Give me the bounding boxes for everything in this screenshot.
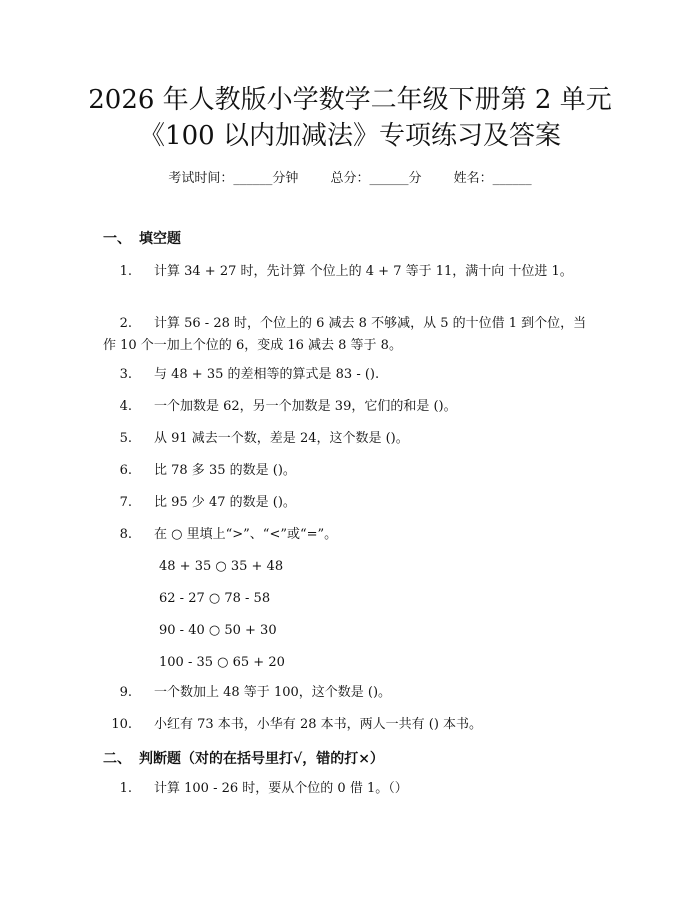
question-item <box>103 524 593 546</box>
question-number: 7. <box>119 495 132 510</box>
question-number: 4. <box>119 399 132 414</box>
question-text: 计算 56 - 28 时，个位上的 6 减去 8 不够减，从 5 的十位借 1 到个位，当作 10 个一加上个位的 6，变成 16 减去 8 等于 8。 <box>103 316 587 353</box>
question-number: 9. <box>119 685 132 700</box>
exam-info <box>0 169 700 189</box>
comparison-expression: 90 - 40 ○ 50 + 30 <box>159 623 277 638</box>
section-title: 判断题（对的在括号里打√，错的打×） <box>139 751 384 767</box>
comparison-expression: 100 - 35 ○ 65 + 20 <box>159 655 285 670</box>
question-item <box>103 778 593 800</box>
question-text: 计算 100 - 26 时，要从个位的 0 借 1。（） <box>154 781 408 796</box>
question-item <box>103 428 593 450</box>
section-heading-fill-in <box>103 229 181 249</box>
question-text: 与 48 + 35 的差相等的算式是 83 - (). <box>154 367 380 382</box>
question-text: 比 95 少 47 的数是 ()。 <box>154 495 296 510</box>
question-item <box>103 313 593 357</box>
question-text: 一个加数是 62，另一个加数是 39，它们的和是 ()。 <box>154 399 457 414</box>
question-item <box>103 261 593 283</box>
question-number: 1. <box>119 781 132 796</box>
document-title-line-2: 《100 以内加减法》专项练习及答案 <box>139 121 561 151</box>
section-number: 二、 <box>103 751 131 767</box>
total-score-field: 总分：______分 <box>330 171 422 186</box>
question-item <box>103 492 593 514</box>
question-number: 2. <box>119 316 132 331</box>
question-text: 比 78 多 35 的数是 ()。 <box>154 463 296 478</box>
section-heading-true-false <box>103 749 384 769</box>
question-number: 3. <box>119 367 132 382</box>
question-item <box>103 396 593 418</box>
question-number: 5. <box>119 431 132 446</box>
question-text: 小红有 73 本书，小华有 28 本书，两人一共有 () 本书。 <box>154 717 483 732</box>
exam-time-field: 考试时间：______分钟 <box>168 171 299 186</box>
student-name-field: 姓名：______ <box>453 171 532 186</box>
question-item <box>103 364 593 386</box>
question-number: 1. <box>119 264 132 279</box>
question-text: 从 91 减去一个数，差是 24，这个数是 ()。 <box>154 431 409 446</box>
question-text: 计算 34 + 27 时，先计算 个位上的 4 + 7 等于 11，满十向 十位进 1。 <box>154 264 573 279</box>
question-text: 一个数加上 48 等于 100，这个数是 ()。 <box>154 685 392 700</box>
question-item <box>103 682 593 704</box>
question-number: 6. <box>119 463 132 478</box>
comparison-expression: 48 + 35 ○ 35 + 48 <box>159 559 284 574</box>
comparison-expression: 62 - 27 ○ 78 - 58 <box>159 591 271 606</box>
question-number: 10. <box>111 717 132 732</box>
question-text: 在 ○ 里填上“>”、“<”或“=”。 <box>154 527 338 542</box>
section-title: 填空题 <box>139 231 181 247</box>
question-number: 8. <box>119 527 132 542</box>
question-item <box>103 714 593 736</box>
document-title-line-1: 2026 年人教版小学数学二年级下册第 2 单元 <box>88 85 612 115</box>
section-number: 一、 <box>103 231 131 247</box>
question-item <box>103 460 593 482</box>
